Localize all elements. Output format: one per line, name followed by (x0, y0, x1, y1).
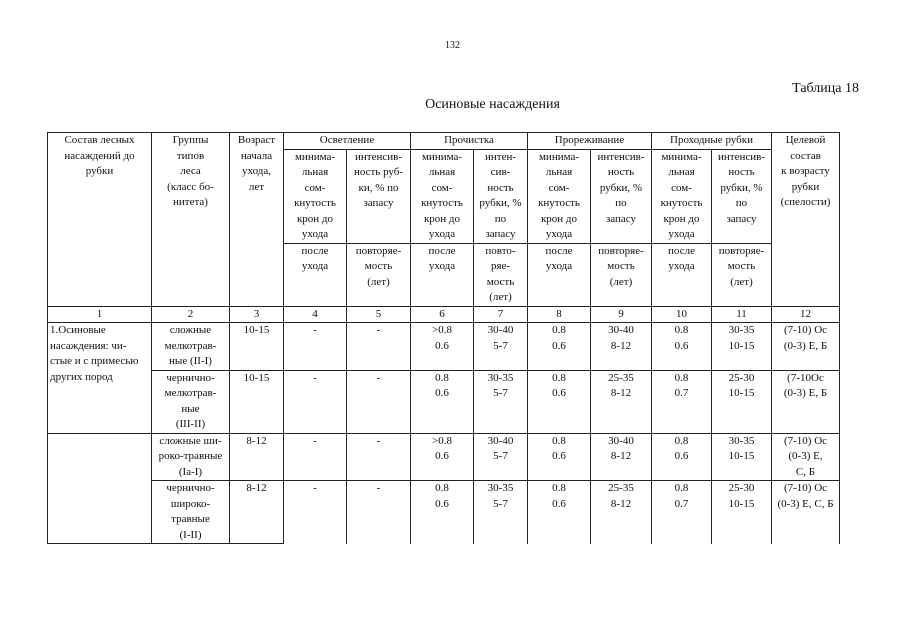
column-number: 12 (772, 306, 840, 323)
table-label: Таблица 18 (792, 81, 859, 96)
value-cell: - (347, 323, 411, 371)
value-cell: - (347, 481, 411, 544)
value-cell: - (347, 370, 411, 433)
header-repeat: повторяе- мость (лет) (347, 243, 411, 306)
age-cell: 8-12 (230, 481, 284, 544)
column-number: 11 (712, 306, 772, 323)
header-prorezhivanie: Прореживание (528, 133, 652, 150)
table-row (48, 481, 840, 544)
header-min-density: минима- льная сом- кнутость крон до ухода (411, 149, 474, 243)
column-number: 5 (347, 306, 411, 323)
value-cell: 30-40 5-7 (474, 433, 528, 481)
value-cell: - (284, 323, 347, 371)
column-number: 1 (48, 306, 152, 323)
header-forest-group: Группы типов леса (класс бо- нитета) (152, 133, 230, 307)
header-min-density: минима- льная сом- кнутость крон до ухода (528, 149, 591, 243)
table-row (48, 433, 840, 481)
value-cell: 0.8 0.6 (411, 481, 474, 544)
header-intensity: интенсив- ность рубки, % по запасу (591, 149, 652, 243)
composition-cell (48, 433, 152, 544)
value-cell: 30-40 8-12 (591, 433, 652, 481)
header-composition: Состав лесных насаждений до рубки (48, 133, 152, 307)
table-row (48, 323, 840, 371)
header-care-age: Возраст начала ухода, лет (230, 133, 284, 307)
group-cell: сложные ши- роко-травные (Ia-I) (152, 433, 230, 481)
column-number: 8 (528, 306, 591, 323)
value-cell: 0.8 0.7 (652, 370, 712, 433)
column-number: 9 (591, 306, 652, 323)
value-cell: 30-40 5-7 (474, 323, 528, 371)
value-cell: 30-35 5-7 (474, 481, 528, 544)
target-cell: (7-10) Ос (0-3) Е, С, Б (772, 433, 840, 481)
composition-cell: 1.Осиновые насаждения: чи- стые и с примесью других пород (48, 323, 152, 434)
value-cell: 0.8 0.6 (411, 370, 474, 433)
value-cell: 30-35 10-15 (712, 433, 772, 481)
header-repeat: повторяе- мость (лет) (591, 243, 652, 306)
header-target-composition: Целевой состав к возрасту рубки (спелости) (772, 133, 840, 307)
data-table (47, 132, 840, 544)
age-cell: 8-12 (230, 433, 284, 481)
column-number: 3 (230, 306, 284, 323)
group-cell: чернично- мелкотрав- ные (III-II) (152, 370, 230, 433)
value-cell: - (284, 370, 347, 433)
page-number: 132 (445, 40, 460, 51)
column-number: 4 (284, 306, 347, 323)
header-intensity: интенсив- ность рубки, % по запасу (712, 149, 772, 243)
value-cell: 30-40 8-12 (591, 323, 652, 371)
header-intensity: интен- сив- ность рубки, % по запасу (474, 149, 528, 243)
table-row (48, 370, 840, 433)
header-min-density: минима- льная сом- кнутость крон до ухода (284, 149, 347, 243)
value-cell: 0.8 0.7 (652, 481, 712, 544)
column-number-row (48, 306, 840, 323)
value-cell: >0.8 0.6 (411, 323, 474, 371)
header-intensity: интенсив- ность руб- ки, % по запасу (347, 149, 411, 243)
group-cell: чернично- широко- травные (I-II) (152, 481, 230, 544)
header-after-care: после ухода (284, 243, 347, 306)
header-prokhodnye: Проходные рубки (652, 133, 772, 150)
value-cell: >0.8 0.6 (411, 433, 474, 481)
header-after-care: после ухода (652, 243, 712, 306)
value-cell: 0.8 0.6 (652, 433, 712, 481)
header-repeat: повторяе- мость (лет) (712, 243, 772, 306)
age-cell: 10-15 (230, 323, 284, 371)
header-row-1 (48, 133, 840, 150)
value-cell: 0.8 0.6 (528, 433, 591, 481)
value-cell: - (284, 481, 347, 544)
value-cell: 0.8 0.6 (528, 323, 591, 371)
value-cell: 30-35 5-7 (474, 370, 528, 433)
column-number: 7 (474, 306, 528, 323)
value-cell: 25-35 8-12 (591, 370, 652, 433)
header-prochistka: Прочистка (411, 133, 528, 150)
group-cell: сложные мелкотрав- ные (II-I) (152, 323, 230, 371)
value-cell: 0.8 0.6 (528, 370, 591, 433)
header-after-care: после ухода (528, 243, 591, 306)
column-number: 6 (411, 306, 474, 323)
header-osvetlenie: Осветление (284, 133, 411, 150)
value-cell: 30-35 10-15 (712, 323, 772, 371)
target-cell: (7-10) Ос (0-3) Е, Б (772, 323, 840, 371)
value-cell: - (284, 433, 347, 481)
value-cell: 0.8 0.6 (528, 481, 591, 544)
document-title: Осиновые насаждения (425, 97, 560, 112)
value-cell: - (347, 433, 411, 481)
value-cell: 25-30 10-15 (712, 481, 772, 544)
header-after-care: после ухода (411, 243, 474, 306)
value-cell: 25-30 10-15 (712, 370, 772, 433)
header-repeat: повто- ряе- мость (лет) (474, 243, 528, 306)
target-cell: (7-10) Ос (0-3) Е, С, Б (772, 481, 840, 544)
value-cell: 0.8 0.6 (652, 323, 712, 371)
target-cell: (7-10Ос (0-3) Е, Б (772, 370, 840, 433)
value-cell: 25-35 8-12 (591, 481, 652, 544)
header-min-density: минима- льная сом- кнутость крон до ухода (652, 149, 712, 243)
age-cell: 10-15 (230, 370, 284, 433)
column-number: 10 (652, 306, 712, 323)
column-number: 2 (152, 306, 230, 323)
